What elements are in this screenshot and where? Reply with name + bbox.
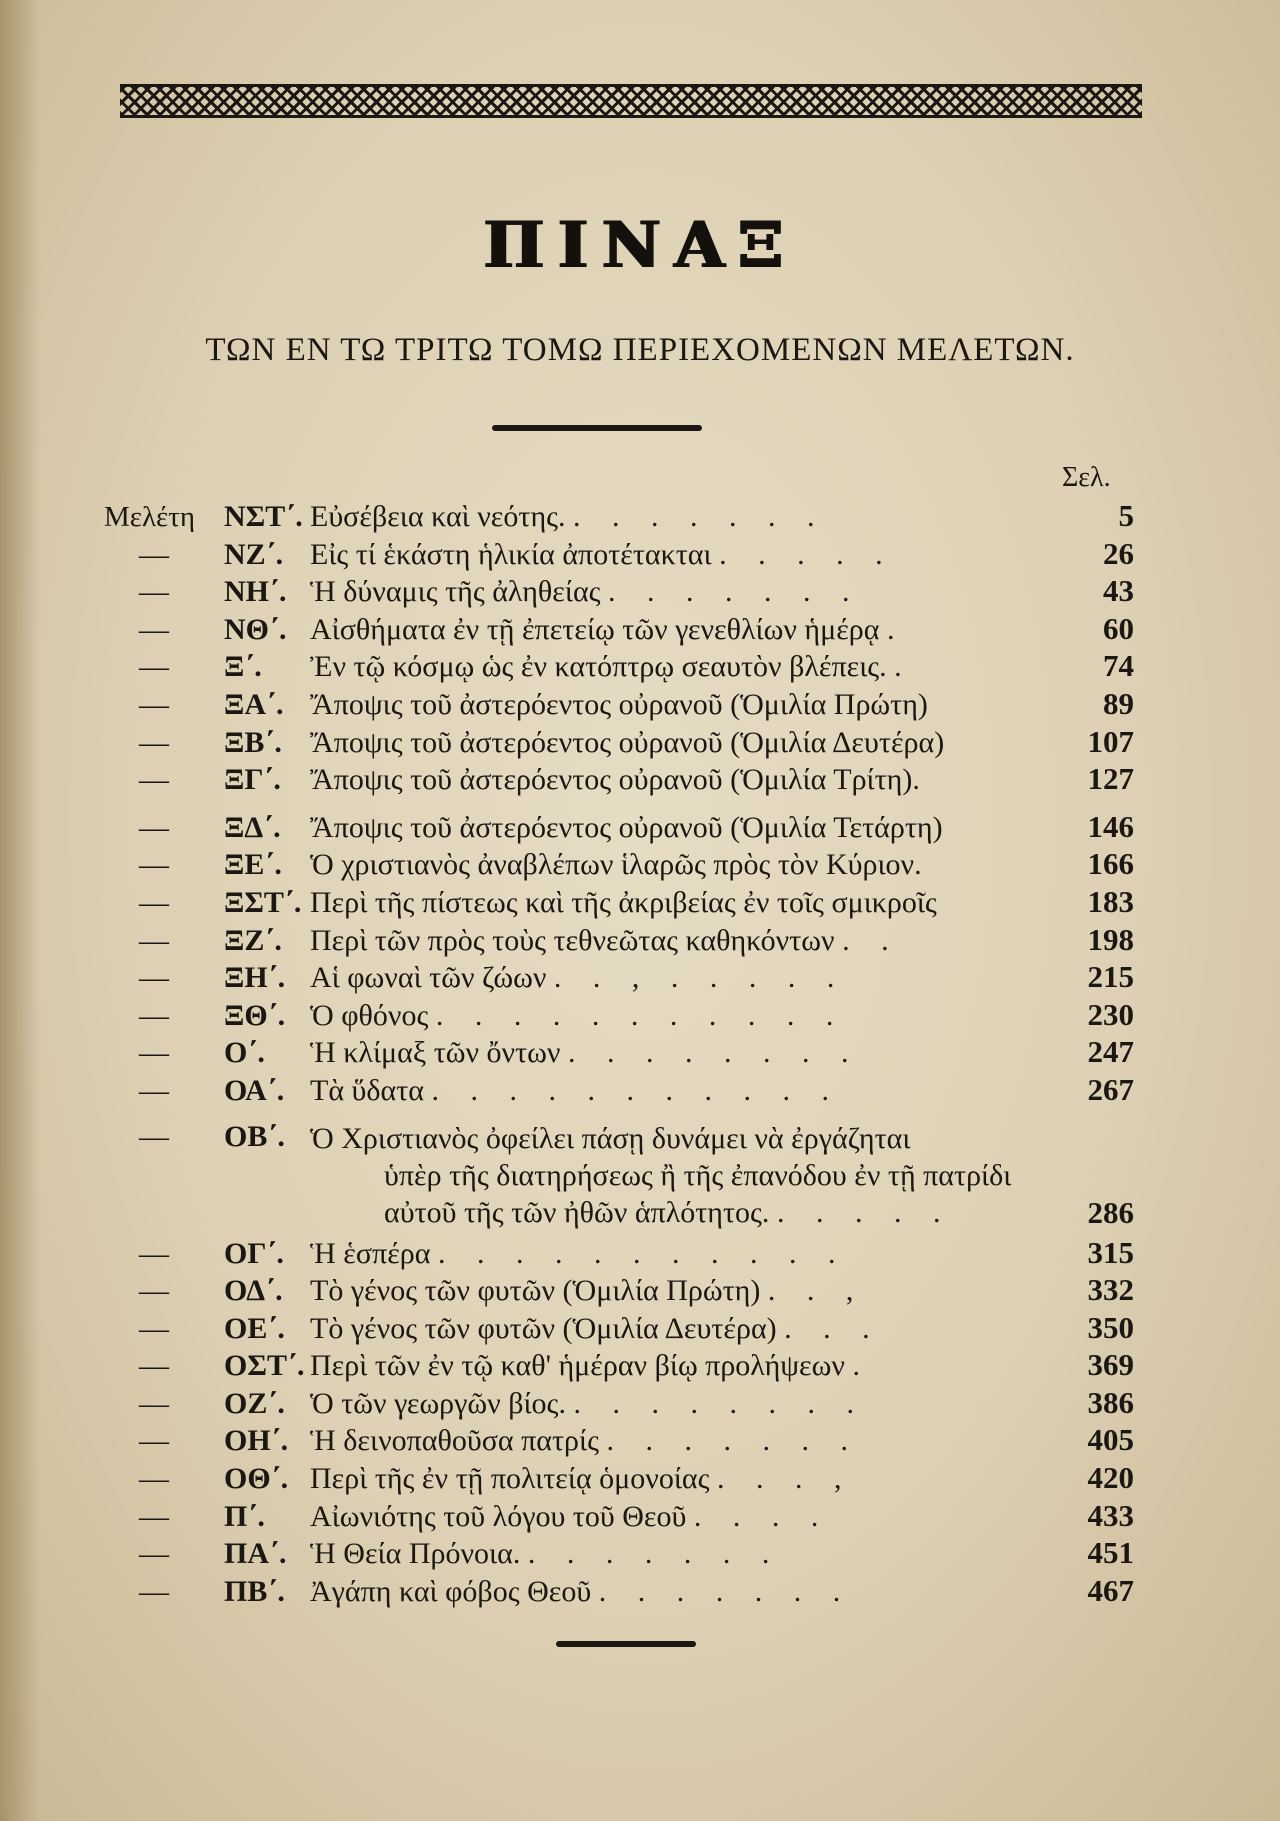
- entry-lead: —: [139, 1386, 169, 1420]
- entry-title-wrap: [310, 886, 1056, 920]
- entry-page-number: 467: [1087, 1572, 1134, 1608]
- entry-title-wrap: [310, 1237, 1056, 1271]
- entry-title-wrap: [310, 924, 1056, 958]
- entry-title: Αἰσθήματα ἐν τῇ ἐπετείῳ τῶν γενεθλίων ἡμέρᾳ: [310, 612, 880, 646]
- toc-entry: [104, 922, 1134, 960]
- entry-page-number: 198: [1087, 921, 1134, 957]
- entry-title: Ἄποψις τοῦ ἀστερόεντος οὐρανοῦ (Ὁμιλία Τετάρτη): [310, 810, 943, 844]
- entry-page-number: 286: [1087, 1194, 1134, 1230]
- toc-entry: [104, 1347, 1134, 1385]
- toc-entry: [104, 498, 1134, 536]
- entry-number: ΞΗ΄.: [224, 961, 286, 995]
- entry-title-wrap: [310, 575, 1056, 609]
- entry-title: Ὁ χριστιανὸς ἀναβλέπων ἱλαρῶς πρὸς τὸν Κύριον.: [310, 848, 922, 882]
- entry-title-block: [310, 1120, 1056, 1231]
- entry-page-number: 267: [1087, 1071, 1134, 1107]
- entry-number: Ο΄.: [224, 1036, 265, 1070]
- entry-lead: —: [139, 763, 169, 797]
- entry-lead: —: [139, 1462, 169, 1496]
- entry-page-number: 451: [1087, 1535, 1134, 1571]
- entry-lead: —: [139, 1119, 169, 1153]
- entry-page-number: 247: [1087, 1034, 1134, 1070]
- entry-title: Περὶ τῶν πρὸς τοὺς τεθνεῶτας καθηκόντων: [310, 923, 835, 957]
- bottom-rule-divider: [556, 1641, 696, 1647]
- toc-entry: [104, 1422, 1134, 1460]
- entry-leader-dots: .: [894, 650, 914, 684]
- entry-lead: —: [139, 650, 169, 684]
- entry-title-wrap: [310, 1312, 1056, 1346]
- entry-number: ΝΣΤ΄.: [224, 500, 303, 533]
- toc-entry: [104, 997, 1134, 1035]
- entry-leader-dots: . . . . . . . .: [568, 1036, 861, 1070]
- entry-title: Τὸ γένος τῶν φυτῶν (Ὁμιλία Δευτέρα): [310, 1311, 777, 1345]
- toc-entry: [104, 809, 1134, 847]
- entry-title-wrap: [310, 1349, 1056, 1383]
- entry-leader-dots: . . . . . . . . . . .: [437, 1236, 848, 1270]
- entry-number: ΝΖ΄.: [224, 537, 284, 571]
- page-subtitle: ΤΩΝ ΕΝ ΤΩ ΤΡΙΤΩ ΤΟΜΩ ΠΕΡΙΕΧΟΜΕΝΩΝ ΜΕΛΕΤΩΝ.: [205, 332, 1075, 368]
- entry-page-number: 183: [1087, 883, 1134, 919]
- entry-title: Αἱ φωναὶ τῶν ζώων: [310, 961, 547, 995]
- entry-leader-dots: . .: [842, 923, 901, 957]
- entry-title-wrap: [310, 848, 1056, 882]
- entry-number: ΞΓ΄.: [224, 763, 281, 797]
- entry-leader-dots: . . .: [784, 1311, 882, 1345]
- entry-title: Ἐν τῷ κόσμῳ ὡς ἐν κατόπτρῳ σεαυτὸν βλέπεις.: [310, 650, 887, 684]
- entry-page-number: 89: [1103, 685, 1134, 721]
- entry-lead: —: [139, 1424, 169, 1458]
- entry-number: ΟΕ΄.: [224, 1311, 285, 1345]
- toc-entry: [104, 1034, 1134, 1072]
- entry-number: Ξ΄.: [224, 650, 262, 684]
- entry-number: ΟΗ΄.: [224, 1424, 289, 1458]
- entry-leader-dots: . . . . .: [719, 537, 895, 571]
- entry-leader-dots: . . . ,: [717, 1462, 854, 1496]
- entry-leader-dots: .: [852, 1349, 872, 1383]
- toc-entry: [104, 686, 1134, 724]
- entry-number: ΟΘ΄.: [224, 1462, 289, 1496]
- toc-entry: [104, 884, 1134, 922]
- toc-entry: [104, 1235, 1134, 1273]
- entry-title-wrap: [310, 811, 1056, 845]
- entry-page-number: 127: [1087, 761, 1134, 797]
- entry-title-line-1: Ὁ Χριστιανὸς ὀφείλει πάσῃ δυνάμει νὰ ἐργάζηται: [310, 1121, 911, 1155]
- entry-title-wrap: [310, 999, 1056, 1033]
- entry-title: Ἀγάπη καὶ φόβος Θεοῦ: [310, 1574, 592, 1608]
- entry-title: Ἡ ἑσπέρα: [310, 1236, 431, 1270]
- entry-leader-dots: . . . . . . . . . . .: [431, 1073, 842, 1107]
- entry-number: ΠΒ΄.: [224, 1574, 285, 1608]
- entry-leader-dots: .: [887, 612, 907, 646]
- entry-page-number: 315: [1087, 1234, 1134, 1270]
- entry-title-wrap: [310, 1274, 1056, 1308]
- entry-title-line-3: αὐτοῦ τῆς τῶν ἠθῶν ἁπλότητος.: [384, 1195, 770, 1229]
- entry-title-wrap: [310, 1387, 1056, 1421]
- toc-entry: [104, 1272, 1134, 1310]
- entry-page-number: 107: [1087, 723, 1134, 759]
- entry-title-wrap: [310, 650, 1056, 684]
- entry-title: Περὶ τῆς ἐν τῇ πολιτείᾳ ὁμονοίας: [310, 1462, 710, 1496]
- entry-title-wrap: [310, 538, 1056, 572]
- toc-entry: [104, 536, 1134, 574]
- toc-entry: [104, 648, 1134, 686]
- entry-title-wrap: [310, 1424, 1056, 1458]
- entry-page-number: 74: [1103, 648, 1134, 684]
- entry-leader-dots: . . , . . . . .: [553, 961, 847, 995]
- entry-lead: —: [139, 848, 169, 882]
- entry-number: ΟΑ΄.: [224, 1073, 285, 1107]
- entry-number: ΞΒ΄.: [224, 725, 282, 759]
- entry-title-wrap: [310, 1500, 1056, 1534]
- toc-entry: [104, 761, 1134, 799]
- entry-leader-dots: . . . .: [693, 1499, 831, 1533]
- entry-number: ΞΔ΄.: [224, 810, 281, 844]
- header-ornament-border: [120, 84, 1142, 118]
- entry-leader-dots: . . ,: [767, 1274, 866, 1308]
- entry-lead: —: [139, 885, 169, 919]
- entry-lead: —: [139, 1499, 169, 1533]
- entry-title-wrap: [310, 500, 1056, 534]
- entry-lead: —: [139, 810, 169, 844]
- entry-title: Ἡ δύναμις τῆς ἀληθείας: [310, 575, 601, 609]
- entry-title-line-2: ὑπὲρ τῆς διατηρήσεως ἢ τῆς ἐπανόδου ἐν τῇ πατρίδι: [384, 1158, 1012, 1192]
- entry-lead: —: [139, 961, 169, 995]
- entry-title: Εὐσέβεια καὶ νεότης.: [310, 500, 566, 533]
- entry-leader-dots: . . . . . . .: [598, 1574, 853, 1608]
- toc-entry: [104, 959, 1134, 997]
- toc-entry-multiline: [104, 1120, 1134, 1231]
- entry-leader-dots: . . . . . . .: [608, 575, 862, 609]
- entry-lead: —: [139, 1236, 169, 1270]
- entry-lead: —: [139, 1073, 169, 1107]
- entry-page-number: 369: [1087, 1347, 1134, 1383]
- entry-title: Τὸ γένος τῶν φυτῶν (Ὁμιλία Πρώτη): [310, 1274, 761, 1308]
- entry-page-number: 146: [1087, 808, 1134, 844]
- entry-title-wrap: [310, 1074, 1056, 1108]
- entry-number: ΠΑ΄.: [224, 1537, 287, 1571]
- entry-title-wrap: [310, 1537, 1056, 1571]
- entry-number: ΞΘ΄.: [224, 998, 286, 1032]
- entry-lead: —: [139, 1349, 169, 1383]
- entry-page-number: 230: [1087, 996, 1134, 1032]
- entry-title: Ἡ Θεία Πρόνοια.: [310, 1537, 521, 1571]
- entry-page-number: 405: [1087, 1422, 1134, 1458]
- toc-entry: [104, 1072, 1134, 1110]
- entry-lead: —: [139, 687, 169, 721]
- entry-number: ΟΒ΄.: [224, 1119, 285, 1153]
- entry-title-wrap: [310, 1462, 1056, 1496]
- entry-page-number: 332: [1087, 1272, 1134, 1308]
- entry-title: Ἄποψις τοῦ ἀστερόεντος οὐρανοῦ (Ὁμιλία Τρίτη).: [310, 763, 920, 797]
- entry-number: ΝΘ΄.: [224, 612, 287, 646]
- entry-leader-dots: . . . . . . .: [606, 1424, 860, 1458]
- toc-entry: [104, 724, 1134, 762]
- entry-lead: —: [139, 1036, 169, 1070]
- entry-leader-dots: . . . . . . .: [573, 500, 827, 533]
- entry-title-wrap: [310, 726, 1056, 760]
- entry-title: Ἡ δεινοπαθοῦσα πατρίς: [310, 1424, 599, 1458]
- entry-page-number: 43: [1103, 573, 1134, 609]
- entry-number: ΟΔ΄.: [224, 1274, 283, 1308]
- entry-title-wrap: [310, 1036, 1056, 1070]
- toc-entry: [104, 846, 1134, 884]
- toc-entry: [104, 1498, 1134, 1536]
- entry-page-number: 350: [1087, 1309, 1134, 1345]
- toc-entry: [104, 1573, 1134, 1611]
- entry-page-number: 26: [1103, 535, 1134, 571]
- entry-title: Ἡ κλίμαξ τῶν ὄντων: [310, 1036, 561, 1070]
- entry-lead: —: [139, 575, 169, 609]
- entry-title: Περὶ τῶν ἐν τῷ καθ' ἡμέραν βίῳ προλήψεων: [310, 1349, 845, 1383]
- entry-lead: —: [139, 1574, 169, 1608]
- entry-title: Ὁ φθόνος: [310, 998, 429, 1032]
- entry-number: ΟΖ΄.: [224, 1386, 285, 1420]
- entry-number: ΞΣΤ΄.: [224, 885, 302, 919]
- entry-page-number: 420: [1087, 1460, 1134, 1496]
- entry-title-wrap: [310, 763, 1056, 797]
- table-of-contents: [104, 498, 1134, 1610]
- toc-entry: [104, 573, 1134, 611]
- entry-page-number: 5: [1118, 498, 1134, 533]
- entry-leader-dots: . . . . . . . . . . .: [435, 998, 846, 1032]
- toc-entry: [104, 611, 1134, 649]
- entry-leader-dots: . . . . . . . .: [573, 1386, 866, 1420]
- entry-title: Αἰωνιότης τοῦ λόγου τοῦ Θεοῦ: [310, 1499, 687, 1533]
- toc-entry: [104, 1535, 1134, 1573]
- entry-title-line-3-wrap: [310, 1194, 1056, 1231]
- entry-lead: —: [139, 1537, 169, 1571]
- page-title: ΠΙΝΑΞ: [483, 208, 797, 283]
- entry-title: Τὰ ὕδατα: [310, 1073, 425, 1107]
- entry-title: Περὶ τῆς πίστεως καὶ τῆς ἀκριβείας ἐν τοῖς σμικροῖς: [310, 885, 937, 919]
- entry-title: Ἄποψις τοῦ ἀστερόεντος οὐρανοῦ (Ὁμιλία Δευτέρα): [310, 725, 945, 759]
- entry-lead: —: [139, 725, 169, 759]
- entry-lead: Μελέτη: [104, 501, 196, 533]
- page-column-label: Σελ.: [1062, 462, 1111, 493]
- entry-page-number: 215: [1087, 959, 1134, 995]
- entry-title: Ἄποψις τοῦ ἀστερόεντος οὐρανοῦ (Ὁμιλία Πρώτη): [310, 687, 928, 721]
- entry-lead: —: [139, 923, 169, 957]
- entry-number: ΟΣΤ΄.: [224, 1349, 305, 1383]
- entry-number: ΟΓ΄.: [224, 1236, 284, 1270]
- entry-leader-dots: . . . . . . .: [527, 1537, 782, 1571]
- entry-number: ΞΕ΄.: [224, 848, 282, 882]
- entry-lead: —: [139, 998, 169, 1032]
- entry-title: Εἰς τί ἑκάστη ἡλικία ἀποτέτακται: [310, 537, 712, 571]
- entry-number: ΞΖ΄.: [224, 923, 282, 957]
- entry-lead: —: [139, 1274, 169, 1308]
- entry-lead: —: [139, 1311, 169, 1345]
- top-rule-divider: [492, 425, 702, 431]
- entry-page-number: 386: [1087, 1384, 1134, 1420]
- entry-title-wrap: [310, 961, 1056, 995]
- entry-page-number: 60: [1103, 610, 1134, 646]
- entry-page-number: 166: [1087, 846, 1134, 882]
- toc-entry: [104, 1310, 1134, 1348]
- entry-lead: —: [139, 612, 169, 646]
- entry-number: ΝΗ΄.: [224, 575, 287, 609]
- entry-number: ΞΑ΄.: [224, 687, 284, 721]
- entry-page-number: 433: [1087, 1497, 1134, 1533]
- entry-title: Ὁ τῶν γεωργῶν βίος.: [310, 1386, 566, 1420]
- entry-number: Π΄.: [224, 1499, 265, 1533]
- entry-title-wrap: [310, 1575, 1056, 1609]
- toc-entry: [104, 1385, 1134, 1423]
- entry-title-wrap: [310, 613, 1056, 647]
- entry-leader-dots: . . . . .: [776, 1195, 953, 1229]
- toc-entry: [104, 1460, 1134, 1498]
- entry-title-wrap: [310, 688, 1056, 722]
- entry-lead: —: [139, 537, 169, 571]
